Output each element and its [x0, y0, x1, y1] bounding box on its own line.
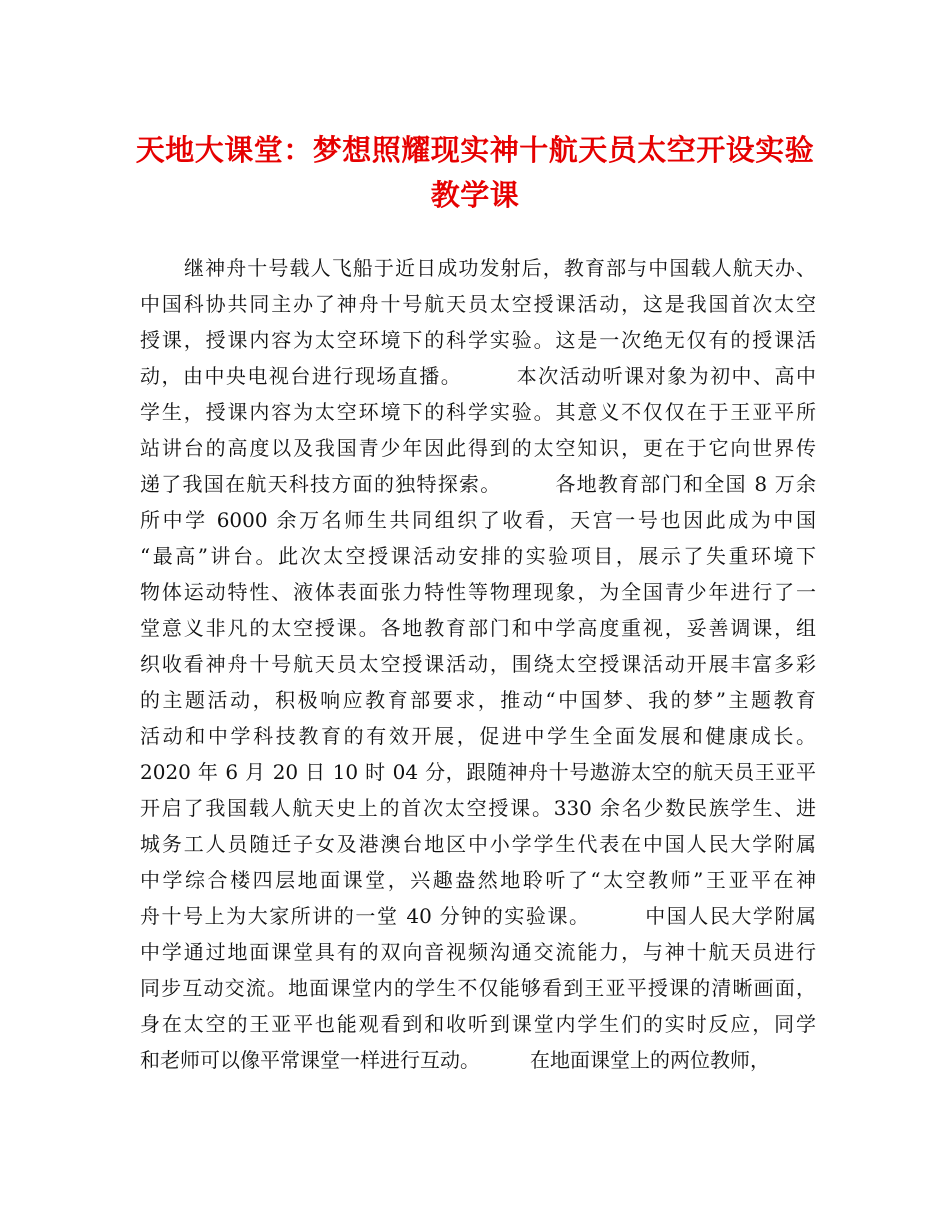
body-line: 同步互动交流。地面课堂内的学生不仅能够看到王亚平授课的清晰画面， — [140, 976, 816, 1000]
body-line: 授课，授课内容为太空环境下的科学实验。这是一次绝无仅有的授课活 — [140, 328, 816, 352]
body-line: 身在太空的王亚平也能观看到和收听到课堂内学生们的实时反应，同学 — [140, 1012, 816, 1036]
body-line: 的主题活动，积极响应教育部要求，推动“中国梦、我的梦”主题教育 — [140, 688, 816, 712]
body-line: 中国科协共同主办了神舟十号航天员太空授课活动，这是我国首次太空 — [140, 292, 816, 316]
body-line: 站讲台的高度以及我国青少年因此得到的太空知识，更在于它向世界传 — [140, 436, 816, 460]
body-line: 继神舟十号载人飞船于近日成功发射后，教育部与中国载人航天办、 — [184, 256, 816, 280]
body-line: 所中学 6000 余万名师生共同组织了收看，天宫一号也因此成为中国 — [140, 508, 816, 532]
body-line: 活动和中学科技教育的有效开展，促进中学生全面发展和健康成长。 — [140, 724, 816, 748]
body-line: 物体运动特性、液体表面张力特性等物理现象，为全国青少年进行了一 — [140, 580, 816, 604]
body-line: 开启了我国载人航天史上的首次太空授课。330 余名少数民族学生、进 — [140, 796, 816, 820]
document-title: 天地大课堂：梦想照耀现实神十航天员太空开设实验教学课 — [135, 133, 815, 212]
body-line: 城务工人员随迁子女及港澳台地区中小学学生代表在中国人民大学附属 — [140, 832, 816, 856]
document-body — [140, 250, 816, 1078]
body-line: 动，由中央电视台进行现场直播。 本次活动听课对象为初中、高中 — [140, 364, 816, 388]
body-line: 舟十号上为大家所讲的一堂 40 分钟的实验课。 中国人民大学附属 — [140, 904, 816, 928]
body-line: 递了我国在航天科技方面的独特探索。 各地教育部门和全国 8 万余 — [140, 472, 816, 496]
body-line: 中学通过地面课堂具有的双向音视频沟通交流能力，与神十航天员进行 — [140, 940, 816, 964]
body-line: “最高”讲台。此次太空授课活动安排的实验项目，展示了失重环境下 — [140, 544, 816, 568]
body-line: 中学综合楼四层地面课堂，兴趣盎然地聆听了“太空教师”王亚平在神 — [140, 868, 816, 892]
body-line: 和老师可以像平常课堂一样进行互动。 在地面课堂上的两位教师， — [140, 1048, 770, 1072]
body-line: 学生，授课内容为太空环境下的科学实验。其意义不仅仅在于王亚平所 — [140, 400, 816, 424]
body-line: 2020 年 6 月 20 日 10 时 04 分，跟随神舟十号遨游太空的航天员王亚平 — [140, 760, 816, 784]
body-line: 堂意义非凡的太空授课。各地教育部门和中学高度重视，妥善调课，组 — [140, 616, 816, 640]
body-line: 织收看神舟十号航天员太空授课活动，围绕太空授课活动开展丰富多彩 — [140, 652, 816, 676]
